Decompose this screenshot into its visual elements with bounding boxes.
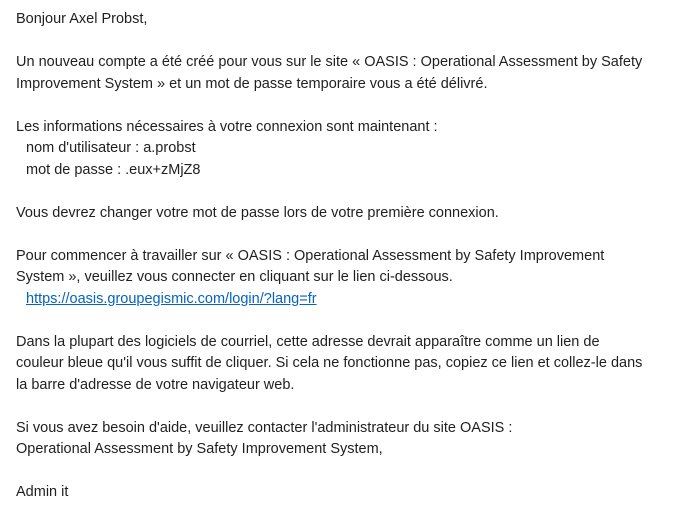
username-line: nom d'utilisateur : a.probst [26, 140, 196, 156]
spacer [16, 95, 676, 117]
spacer [16, 396, 676, 418]
intro-line-1: Un nouveau compte a été créé pour vous sur le site « OASIS : Operational Assessment by Safety [16, 54, 643, 70]
credentials-heading: Les informations nécessaires à votre connexion sont maintenant : [16, 118, 438, 135]
spacer [16, 461, 676, 483]
intro-paragraph [16, 52, 676, 95]
credentials-section [16, 117, 676, 182]
help-line-1: Si vous avez besoin d'aide, veuillez contacter l'administrateur du site OASIS : [16, 419, 513, 436]
login-link[interactable]: https://oasis.groupegismic.com/login/?lang=fr [26, 290, 317, 307]
help-paragraph [16, 418, 676, 461]
start-line-2: System », veuillez vous connecter en cliquant sur le lien ci-dessous. [16, 269, 453, 285]
spacer [16, 181, 676, 203]
spacer [16, 224, 676, 246]
change-password-notice: Vous devrez changer votre mot de passe lors de votre première connexion. [16, 204, 499, 221]
spacer [16, 31, 676, 53]
client-note-paragraph [16, 332, 676, 397]
client-note-line-3: la barre d'adresse de votre navigateur web. [16, 376, 295, 393]
start-paragraph [16, 246, 676, 311]
client-note-line-1: Dans la plupart des logiciels de courriel, cette adresse devrait apparaître comme un lien de [16, 333, 600, 350]
intro-line-2: Improvement System » et un mot de passe temporaire vous a été délivré. [16, 75, 488, 92]
start-line-1: Pour commencer à travailler sur « OASIS : Operational Assessment by Safety Improvement [16, 247, 605, 264]
help-line-2: Operational Assessment by Safety Improvement System, [16, 441, 383, 457]
login-link-line [16, 289, 676, 311]
email-body [16, 9, 676, 504]
client-note-line-2: couleur bleue qu'il vous suffit de cliquer. Si cela ne fonctionne pas, copiez ce lien et collez-le dans [16, 355, 643, 371]
greeting: Bonjour Axel Probst, [16, 11, 148, 27]
spacer [16, 310, 676, 332]
password-line: mot de passe : .eux+zMjZ8 [26, 161, 201, 178]
signature: Admin it [16, 484, 69, 500]
